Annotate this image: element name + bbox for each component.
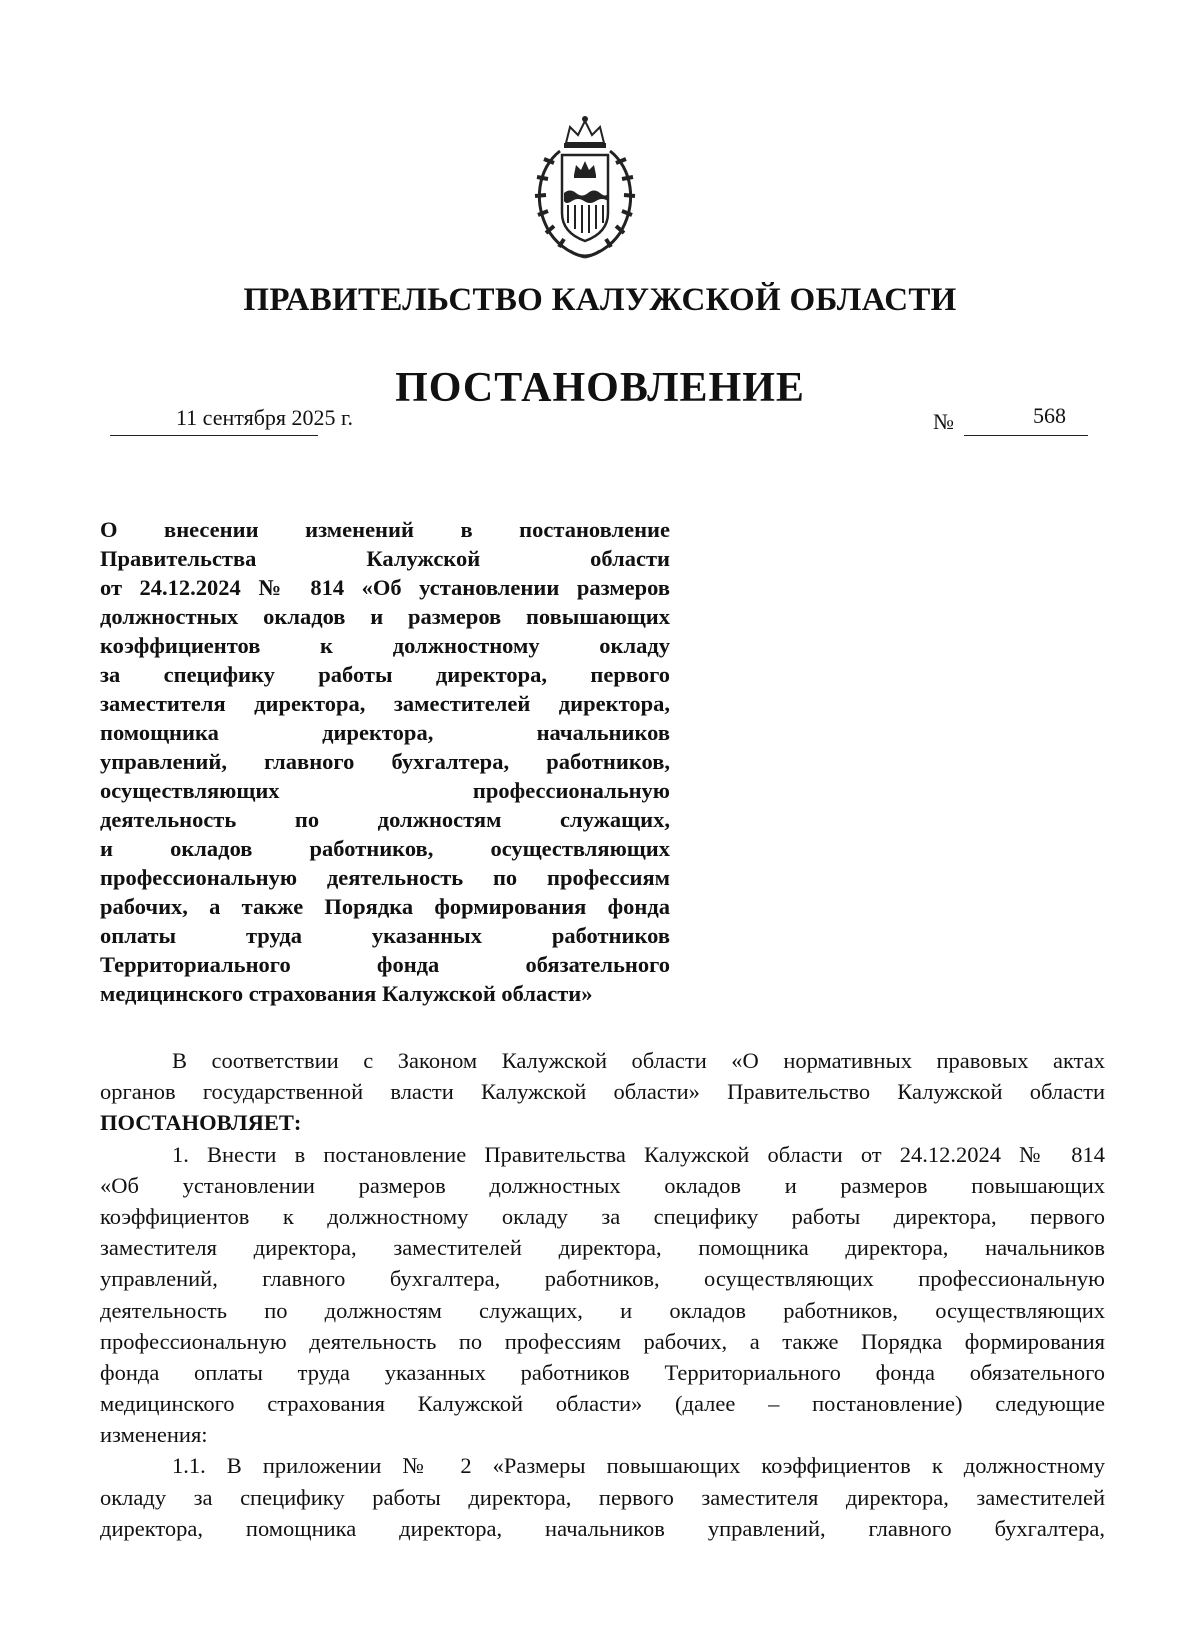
body-line: деятельность по должностям служащих, и окладов работников, осуществляющих xyxy=(100,1297,1105,1323)
number-underline xyxy=(964,435,1088,436)
body-line: коэффициентов к должностному окладу за специфику работы директора, первого xyxy=(100,1203,1105,1229)
body-line: окладу за специфику работы директора, первого заместителя директора, заместителей xyxy=(100,1484,1105,1510)
subject-line: деятельность по должностям служащих, xyxy=(100,807,670,832)
subject-line: помощника директора, начальников xyxy=(100,720,670,745)
document-body xyxy=(100,1045,1105,1544)
body-line: заместителя директора, заместителей директора, помощника директора, начальников xyxy=(100,1235,1105,1261)
body-line-resolves: ПОСТАНОВЛЯЕТ: xyxy=(100,1110,302,1136)
document-type-title: ПОСТАНОВЛЕНИЕ xyxy=(395,365,805,411)
body-line: В соответствии с Законом Калужской области «О нормативных правовых актах xyxy=(172,1048,1105,1073)
subject-line: от 24.12.2024 № 814 «Об установлении размеров xyxy=(100,575,670,600)
subject-line: профессиональную деятельность по профессиям xyxy=(100,865,670,890)
date-underline xyxy=(110,435,318,436)
number-sign: № xyxy=(933,409,954,434)
subject-line: должностных окладов и размеров повышающих xyxy=(100,604,670,629)
body-line: фонда оплаты труда указанных работников Территориального фонда обязательного xyxy=(100,1359,1105,1385)
document-number: 568 xyxy=(1033,403,1066,428)
subject-line: за специфику работы директора, первого xyxy=(100,662,670,687)
subject-line: О внесении изменений в постановление xyxy=(100,517,670,542)
body-line: «Об установлении размеров должностных окладов и размеров повышающих xyxy=(100,1172,1105,1198)
body-line: 1.1. В приложении № 2 «Размеры повышающих коэффициентов к должностному xyxy=(172,1453,1105,1479)
subject-line: Правительства Калужской области xyxy=(100,546,670,571)
body-line: органов государственной власти Калужской области» Правительство Калужской области xyxy=(100,1079,1105,1105)
document-date: 11 сентября 2025 г. xyxy=(176,405,354,430)
subject-line: Территориального фонда обязательного xyxy=(100,952,670,977)
body-line: управлений, главного бухгалтера, работников, осуществляющих профессиональную xyxy=(100,1266,1105,1292)
subject-line: коэффициентов к должностному окладу xyxy=(100,633,670,658)
subject-line: управлений, главного бухгалтера, работников, xyxy=(100,749,670,774)
document-subject xyxy=(100,515,670,1008)
coat-of-arms-emblem xyxy=(520,113,650,263)
subject-line: медицинского страхования Калужской области» xyxy=(100,981,593,1006)
organization-title: ПРАВИТЕЛЬСТВО КАЛУЖСКОЙ ОБЛАСТИ xyxy=(243,282,957,318)
body-line: изменения: xyxy=(100,1422,208,1448)
body-line: профессиональную деятельность по профессиям рабочих, а также Порядка формирования xyxy=(100,1328,1105,1354)
subject-line: осуществляющих профессиональную xyxy=(100,778,670,803)
body-line: медицинского страхования Калужской области» (далее – постановление) следующие xyxy=(100,1391,1105,1417)
subject-line: заместителя директора, заместителей директора, xyxy=(100,691,670,716)
subject-line: рабочих, а также Порядка формирования фонда xyxy=(100,894,670,919)
subject-line: и окладов работников, осуществляющих xyxy=(100,836,670,861)
body-line: 1. Внести в постановление Правительства Калужской области от 24.12.2024 № 814 xyxy=(172,1141,1105,1167)
body-line: директора, помощника директора, начальников управлений, главного бухгалтера, xyxy=(100,1515,1105,1541)
subject-line: оплаты труда указанных работников xyxy=(100,923,670,948)
